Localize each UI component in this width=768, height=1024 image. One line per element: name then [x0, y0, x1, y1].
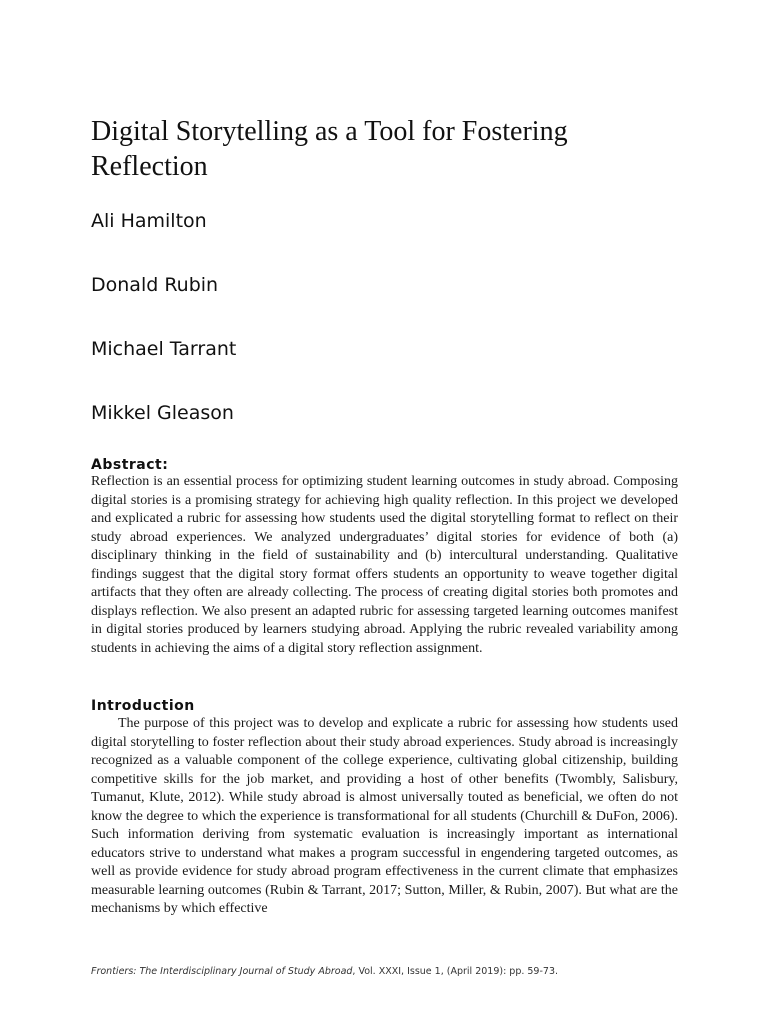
- journal-name: Frontiers: The Interdisciplinary Journal of Study Abroad: [91, 966, 353, 977]
- abstract-heading: Abstract:: [91, 457, 169, 473]
- introduction-text: The purpose of this project was to develop and explicate a rubric for assessing how students used digital storytelling to foster reflection about their study abroad experiences. Study abroad is increasingly recognized as a valuable component of the college experience, cultivating global citizenship, building competitive skills for the job market, and providing a host of other benefits (Twombly, Salisbury, Tumanut, Klute, 2012). While study abroad is almost universally touted as beneficial, we often do not know the degree to which the experience is transformational for all students (Churchill & DuFon, 2006). Such information deriving from systematic evaluation is increasingly important as international educators strive to understand what makes a program successful in engendering targeted outcomes, as well as provide evidence for study abroad program effectiveness in the current climate that emphasizes measurable learning outcomes (Rubin & Tarrant, 2017; Sutton, Miller, & Rubin, 2007). But what are the mechanisms by which effective: [91, 716, 678, 916]
- author-name: Michael Tarrant: [91, 338, 237, 360]
- author-name: Ali Hamilton: [91, 210, 207, 232]
- journal-footer: [91, 966, 558, 978]
- author-name: Mikkel Gleason: [91, 402, 234, 424]
- abstract-text: Reflection is an essential process for optimizing student learning outcomes in study abroad. Composing digital stories is a promising strategy for achieving high quality reflection. In this project we developed and explicated a rubric for assessing how students used the digital storytelling format to reflect on their study abroad experiences. We analyzed undergraduates’ digital stories for evidence of both (a) disciplinary thinking in the field of sustainability and (b) intercultural understanding. Qualitative findings suggest that the digital story format offers students an opportunity to weave together digital artifacts that they often are already collecting. The process of creating digital stories both promotes and displays reflection. We also present an adapted rubric for assessing targeted learning outcomes manifest in digital stories produced by learners studying abroad. Applying the rubric revealed variability among students in achieving the aims of a digital story reflection assignment.: [91, 474, 678, 656]
- paper-title: Digital Storytelling as a Tool for Fostering Reflection: [91, 116, 568, 182]
- introduction-heading: Introduction: [91, 698, 195, 714]
- journal-citation: , Vol. XXXI, Issue 1, (April 2019): pp. 59-73.: [352, 966, 559, 977]
- author-name: Donald Rubin: [91, 274, 219, 296]
